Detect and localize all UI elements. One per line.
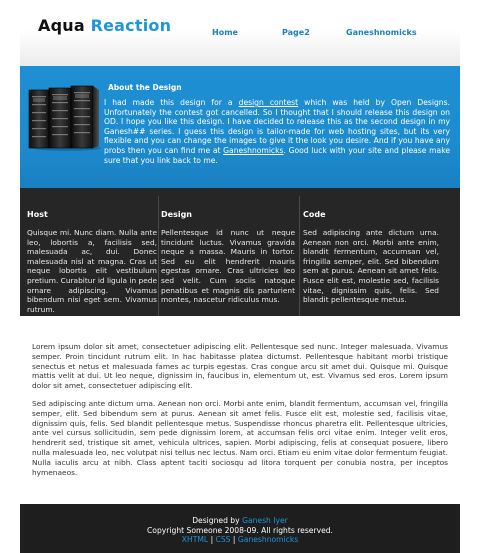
feature-columns	[20, 188, 460, 316]
footer	[20, 504, 460, 553]
design-contest-link[interactable]: design contest	[238, 98, 299, 107]
column-title: Host	[27, 210, 48, 219]
css-link[interactable]: CSS	[215, 535, 231, 545]
server-rack-icon	[27, 82, 101, 152]
site-logo[interactable]	[38, 16, 171, 35]
footer-separator: |	[210, 535, 214, 545]
footer-copyright: Copyright Someone 2008-09. All rights reserved.	[147, 525, 333, 535]
header	[20, 0, 460, 66]
nav-page2[interactable]: Page2	[282, 28, 310, 37]
column-title: Design	[161, 210, 192, 219]
column-code	[303, 188, 439, 316]
about-text-part: . Good luck with your site and please make sure that you link back to me.	[104, 145, 450, 165]
column-title: Code	[303, 210, 326, 219]
designed-by-label: Designed by	[192, 516, 240, 525]
ganeshnomicks-footer-link[interactable]: Ganeshnomicks	[237, 535, 299, 545]
logo-word-aqua: Aqua	[38, 16, 85, 35]
main-content	[32, 342, 448, 477]
content-paragraph: Sed adipiscing ante dictum urna. Aenean non orci. Morbi ante enim, blandit fermentum, accumsan vel, fringilla semper, elit. Sed bibendum sem at purus. Aenean sit amet felis. Fusce elit est, molestie sed, facilisis vitae, dignissim quis, felis. Sed blandit pellentesque metus. Suspendisse rhoncus pharetra elit. Pellentesque ultricies, ante vel cursus sollicitudin, sem pede dignissim lorem, at accumsan felis orci vitae enim. Integer velit eros, hendrerit sed, tristique sit amet, vehicula ultrices, sapien. Morbi adipiscing, felis at consequat posuere, libero nulla malesuada leo, nec volutpat nisi tellus nec lectus. Nam orci. Etiam eu enim vitae dolor fermentum feugiat. Nulla iaculis arcu at nibh. Class aptent taciti sociosqu ad litora torquent per conubia nostra, per inceptos hymenaeos.	[32, 398, 448, 477]
about-text-part: which was held by Open Designs. Unfortunately the contest got cancelled. So I thought that I should release this design on OD. I hope you like this design. I have decided to release this as the second design in my Ganesh## series. I guess this design is tailor-made for web hosting sites, but its very flexible and you can change the images to give it the look you desire. And if you have any probs then you can find me at	[104, 98, 450, 155]
footer-credit	[20, 516, 460, 526]
xhtml-link[interactable]: XHTML	[181, 535, 209, 545]
about-title: About the Design	[108, 83, 182, 92]
column-divider	[299, 196, 300, 316]
column-text: Sed adipiscing ante dictum urna. Aenean non orci. Morbi ante enim, blandit fermentum, accumsan vel, fringilla semper, elit. Sed bibendum sem at purus. Aenean sit amet felis. Fusce elit est, molestie sed, facilisis vitae, dignissim quis, felis. Sed blandit pellentesque metus.	[303, 228, 439, 305]
nav-home[interactable]: Home	[212, 28, 238, 37]
column-text: Pellentesque id nunc ut neque tincidunt luctus. Vivamus gravida neque a massa. Mauris in tortor. Sed eu elit hendrerit mauris egestas ornare. Cras ultricies leo sed velit. Cum sociis natoque penatibus et magnis dis parturient montes, nascetur ridiculus mus.	[161, 228, 295, 305]
footer-separator: |	[232, 535, 236, 545]
column-divider	[158, 196, 159, 316]
column-host	[27, 188, 157, 316]
nav-ganeshnomicks[interactable]: Ganeshnomicks	[346, 28, 417, 37]
about-text-part: I had made this design for a	[104, 98, 239, 107]
about-text	[104, 98, 450, 165]
column-design	[161, 188, 295, 316]
content-paragraph: Lorem ipsum dolor sit amet, consectetuer adipiscing elit. Pellentesque sed nunc. Integer malesuada. Vivamus semper. Proin tincidunt rutrum elit. In hac habitasse platea dictumst. Pellentesque habitant morbi tristique senectus et netus et malesuada fames ac turpis egestas. Cras congue arcu sit amet dui. Quisque mi. Quisque mattis velit at dui. Ut leo neque, dignissim in, faucibus in, elementum ut, est. Vivamus sed eros. Lorem ipsum dolor sit amet, consectetuer adipiscing elit.	[32, 342, 448, 391]
about-section	[20, 66, 460, 188]
designer-link[interactable]: Ganesh Iyer	[242, 516, 288, 525]
logo-word-reaction: Reaction	[90, 16, 172, 35]
ganeshnomicks-link[interactable]: Ganeshnomicks	[223, 145, 284, 155]
column-text: Quisque mi. Nunc diam. Nulla ante leo, lobortis a, facilisis sed, malesuada ac, dui. Donec malesuada nisl at magna. Cras ut neque lobortis elit vestibulum pretium. Curabitur id ligula in pede ornare adipiscing. Vivamus bibendum nisi eget sem. Vivamus rutrum.	[27, 228, 157, 314]
footer-links	[20, 535, 460, 545]
